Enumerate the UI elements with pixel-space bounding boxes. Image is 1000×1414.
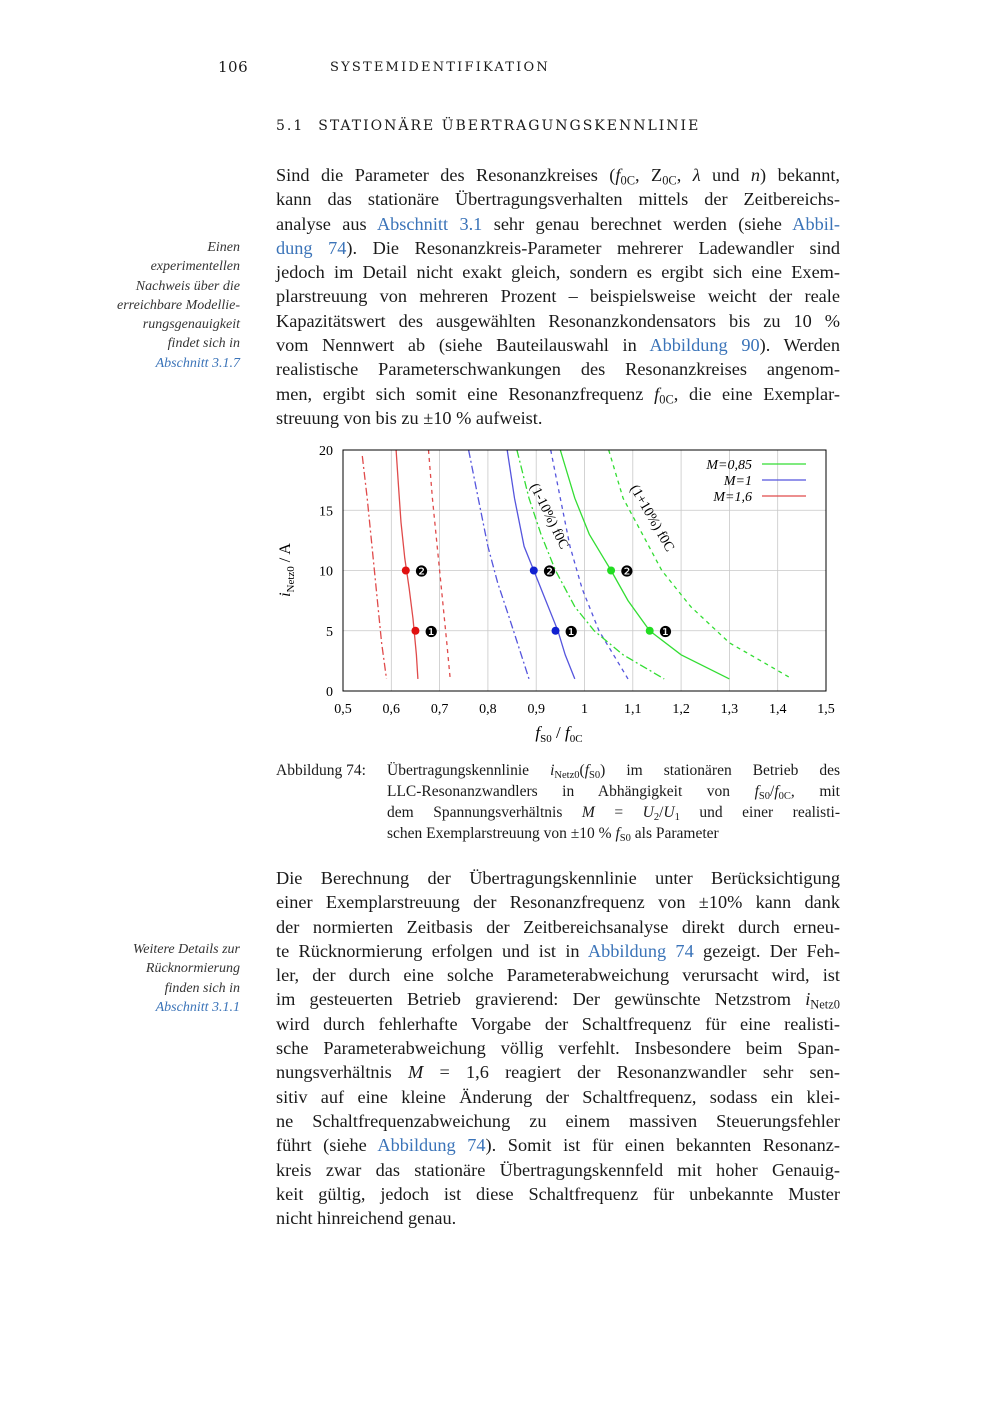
p1-line: vom Nennwert ab (siehe Bauteilauswahl in Abbildung 90). Werden (276, 335, 840, 356)
curve-m085-nominal (560, 450, 729, 679)
paragraph-1 (276, 163, 840, 430)
x-tick-label: 1,3 (720, 702, 739, 717)
y-tick-label: 5 (326, 624, 333, 640)
p1-line: jedoch im Detail nicht exakt gleich, sondern es ergibt sich eine Exem- (276, 262, 840, 283)
operating-point (411, 627, 419, 635)
annotation-plus10: (1+10%) f0C (626, 482, 677, 555)
link-abbildung-74[interactable]: Abbil- (792, 213, 840, 234)
p1-line: realistische Parameterschwankungen des Resonanzkreises angenom- (276, 359, 840, 380)
legend-label: M=0,85 (706, 458, 752, 473)
section-heading (276, 118, 700, 134)
y-tick-label: 10 (319, 564, 333, 580)
operating-point (607, 567, 615, 575)
section-number: 5.1 (276, 118, 305, 134)
curve-m1-minus10 (469, 450, 529, 679)
link-abbildung-74[interactable]: Abbildung 74 (377, 1135, 486, 1156)
p1-line: men, ergibt sich somit eine Resonanzfrequenz $f_{0C}$, die eine Exemplar- (276, 383, 840, 407)
x-tick-label: 0,8 (479, 702, 497, 717)
p1-line: kann das stationäre Übertragungsverhalten mittels der Zeitbereichs- (276, 189, 840, 210)
p2-line: nicht hinreichend genau. (276, 1208, 457, 1229)
x-tick-label: 1,5 (817, 702, 835, 717)
p2-line: te Rücknormierung erfolgen und ist in Abbildung 74 gezeigt. Der Feh- (276, 940, 840, 961)
curve-m16-minus10 (362, 456, 386, 679)
caption-line: Übertragungskennlinie $i_{Netz0}(f_{S0})$ im stationären Betrieb des (387, 762, 840, 782)
operating-point (646, 627, 654, 635)
x-tick-label: 1 (581, 702, 588, 717)
p2-line: sitiv auf eine kleine Änderung der Schaltfrequenz, sodass ein klei- (276, 1086, 840, 1107)
p2-line: kreis zwar das stationäre Übertragungskennfeld mit hoher Genauig- (276, 1159, 840, 1180)
p2-line: wird durch fehlerhafte Vorgabe der Schaltfrequenz für eine realisti- (276, 1013, 840, 1034)
x-tick-label: 0,9 (527, 702, 545, 717)
p2-line: Die Berechnung der Übertragungskennlinie unter Berücksichtigung (276, 868, 840, 888)
operating-point-label: ❶ (658, 622, 673, 641)
p2-line: ne Schaltfrequenzabweichung zu einem massiven Steuerungsfehler (276, 1110, 840, 1131)
link-abbildung-74[interactable]: Abbildung 74 (587, 940, 694, 961)
x-tick-label: 0,6 (382, 702, 401, 717)
paragraph-2 (276, 866, 840, 1230)
operating-point-label: ❶ (564, 622, 578, 641)
p1-line: Sind die Parameter des Resonanzkreises ($f_{0C}$, $Z_{0C}$, λ und n) bekannt, (276, 165, 841, 188)
p2-line: der normierten Zeitbasis der Zeitbereichsanalyse direkt durch erneu- (276, 916, 840, 937)
caption-line: dem Spannungsverhältnis $M = U_2/U_1$ und einer realisti- (387, 804, 840, 824)
p2-line: ler, der durch eine solche Parameterabweichung verursacht wird, ist (276, 965, 840, 986)
caption-label: Abbildung 74: (276, 762, 366, 779)
x-axis-label: $f_{S0} / f_{0C}$ (535, 723, 583, 745)
operating-point-label: ❷ (542, 562, 557, 581)
x-tick-label: 1,2 (672, 702, 690, 717)
link-abschnitt-3-1-1[interactable]: Abschnitt 3.1.1 (155, 999, 240, 1015)
operating-point (530, 567, 538, 575)
page-number: 106 (218, 58, 249, 76)
y-tick-label: 20 (319, 444, 333, 459)
caption-line: schen Exemplarstreuung von ±10 % $f_{S0}$ als Parameter (387, 825, 719, 845)
p1-line: dung 74). Die Resonanzkreis-Parameter mehrerer Ladewandler sind (276, 237, 840, 258)
operating-point-label: ❷ (620, 562, 634, 581)
p2-line: keit gültig, jedoch ist diese Schaltfrequenz für unbekannte Muster (276, 1183, 840, 1204)
x-tick-label: 1,1 (624, 702, 642, 717)
p2-line: einer Exemplarstreuung der Resonanzfrequenz von ±10% kann dank (276, 892, 840, 913)
y-tick-label: 15 (319, 504, 333, 520)
figure-74-chart (270, 438, 850, 748)
x-tick-label: 0,5 (334, 702, 352, 717)
legend-label: M=1,6 (713, 490, 752, 505)
operating-point (402, 567, 410, 575)
p1-line: analyse aus Abschnitt 3.1 sehr genau berechnet werden (siehe Abbil- (276, 213, 840, 234)
margin-note-1: Einen experimentellen Nachweis über die erreichbare Modellie- rungsgenauigkeit findet sich in Abschnitt 3.1.7 (100, 238, 240, 373)
legend-label: M=1 (723, 474, 752, 489)
link-abbildung-90[interactable]: Abbildung 90 (649, 335, 760, 356)
p1-line: streuung von bis zu ±10 % aufweist. (276, 407, 543, 428)
x-tick-label: 1,4 (768, 702, 787, 717)
chart-annotations (526, 481, 676, 554)
section-title: STATIONÄRE ÜBERTRAGUNGSKENNLINIE (318, 118, 701, 134)
caption-line: LLC-Resonanzwandlers in Abhängigkeit von $f_{S0}/f_{0C}$, mit (387, 783, 840, 803)
p2-line: im gesteuerten Betrieb gravierend: Der gewünschte Netzstrom $i_{Netz0}$ (276, 989, 840, 1013)
p1-line: plarstreuung von mehreren Prozent – beispielsweise weicht der reale (276, 286, 840, 307)
running-head: SYSTEMIDENTIFIKATION (330, 60, 550, 75)
operating-point-label: ❷ (414, 562, 429, 581)
chart-ticks (319, 444, 835, 717)
p1-line: Kapazitätswert des ausgewählten Resonanzkondensators bis zu 10 % (276, 310, 840, 331)
margin-note-2: Weitere Details zur Rücknormierung finden sich in Abschnitt 3.1.1 (100, 940, 240, 1017)
operating-point-label: ❶ (424, 622, 438, 641)
operating-point (552, 627, 560, 635)
link-abbildung-74[interactable]: dung 74 (276, 237, 347, 258)
chart-legend (705, 458, 806, 505)
annotation-minus10: (1-10%) f0C (526, 481, 572, 552)
p2-line: sche Parameterabweichung völlig verfehlt. Insbesondere beim Span- (276, 1038, 840, 1059)
p2-line: nungsverhältnis M = 1,6 reagiert der Resonanzwandler sehr sen- (276, 1062, 841, 1083)
y-axis-label: $i_{Netz0}$ / A (277, 543, 297, 597)
link-abschnitt-3-1[interactable]: Abschnitt 3.1 (376, 213, 483, 234)
x-tick-label: 0,7 (430, 702, 449, 717)
p2-line: führt (siehe Abbildung 74). Somit ist für einen bekannten Resonanz- (276, 1135, 840, 1156)
link-abschnitt-3-1-7[interactable]: Abschnitt 3.1.7 (155, 355, 240, 371)
y-tick-label: 0 (326, 685, 333, 700)
